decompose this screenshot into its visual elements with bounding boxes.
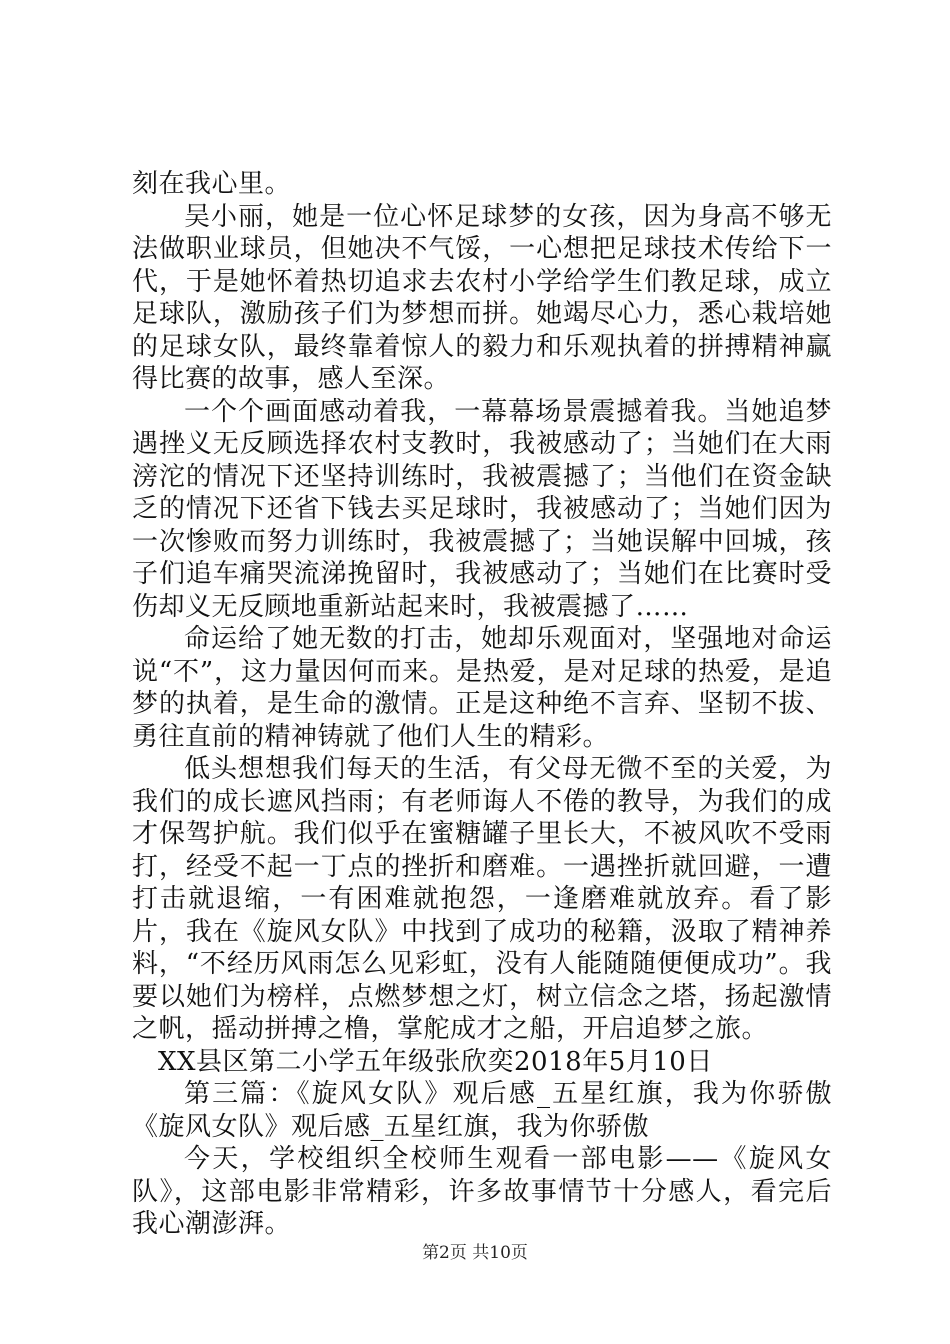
paragraph-3: 一个个画面感动着我，一幕幕场景震撼着我。当她追梦遇挫义无反顾选择农村支教时，我被感动了；当她们在大雨滂沱的情况下还坚持训练时，我被震撼了；当他们在资金缺乏的情况下还省下钱去买足球时，我被感动了；当她们因为一次惨败而努力训练时，我被震撼了；当她误解中回城，孩子们追车痛哭流涕挽留时，我被感动了；当她们在比赛时受伤却义无反顾地重新站起来时，我被震撼了……	[132, 396, 832, 622]
author-signature: XX县区第二小学五年级张欣奕2018年5月10日	[158, 1046, 713, 1077]
page-footer: 第2页 共10页	[422, 1243, 528, 1263]
paragraph-4: 命运给了她无数的打击，她却乐观面对，坚强地对命运说“不”，这力量因何而来。是热爱，是对足球的热爱，是追梦的执着，是生命的激情。正是这种绝不言弃、坚韧不拔、勇往直前的精神铸就了他们人生的精彩。	[132, 624, 832, 752]
paragraph-1: 刻在我心里。	[132, 169, 292, 199]
paragraph-2: 吴小丽，她是一位心怀足球梦的女孩，因为身高不够无法做职业球员，但她决不气馁，一心想把足球技术传给下一代，于是她怀着热切追求去农村小学给学生们教足球，成立足球队，激励孩子们为梦想而拼。她竭尽心力，悉心栽培她的足球女队，最终靠着惊人的毅力和乐观执着的拼搏精神赢得比赛的故事，感人至深。	[132, 201, 832, 394]
document-body	[132, 168, 832, 1241]
section-heading: 第三篇：《旋风女队》观后感_五星红旗，我为你骄傲《旋风女队》观后感_五星红旗，我为你骄傲	[132, 1079, 832, 1142]
paragraph-5: 低头想想我们每天的生活，有父母无微不至的关爱，为我们的成长遮风挡雨；有老师诲人不倦的教导，为我们的成才保驾护航。我们似乎在蜜糖罐子里长大，不被风吹不受雨打，经受不起一丁点的挫折和磨难。一遇挫折就回避，一遭打击就退缩，一有困难就抱怨，一逢磨难就放弃。看了影片，我在《旋风女队》中找到了成功的秘籍，汲取了精神养料，“不经历风雨怎么见彩虹，没有人能随随便便成功”。我要以她们为榜样，点燃梦想之灯，树立信念之塔，扬起激情之帆，摇动拼搏之橹，掌舵成才之船，开启追梦之旅。	[132, 754, 832, 1044]
paragraph-8: 今天，学校组织全校师生观看一部电影——《旋风女队》，这部电影非常精彩，许多故事情节十分感人，看完后我心潮澎湃。	[132, 1144, 832, 1239]
